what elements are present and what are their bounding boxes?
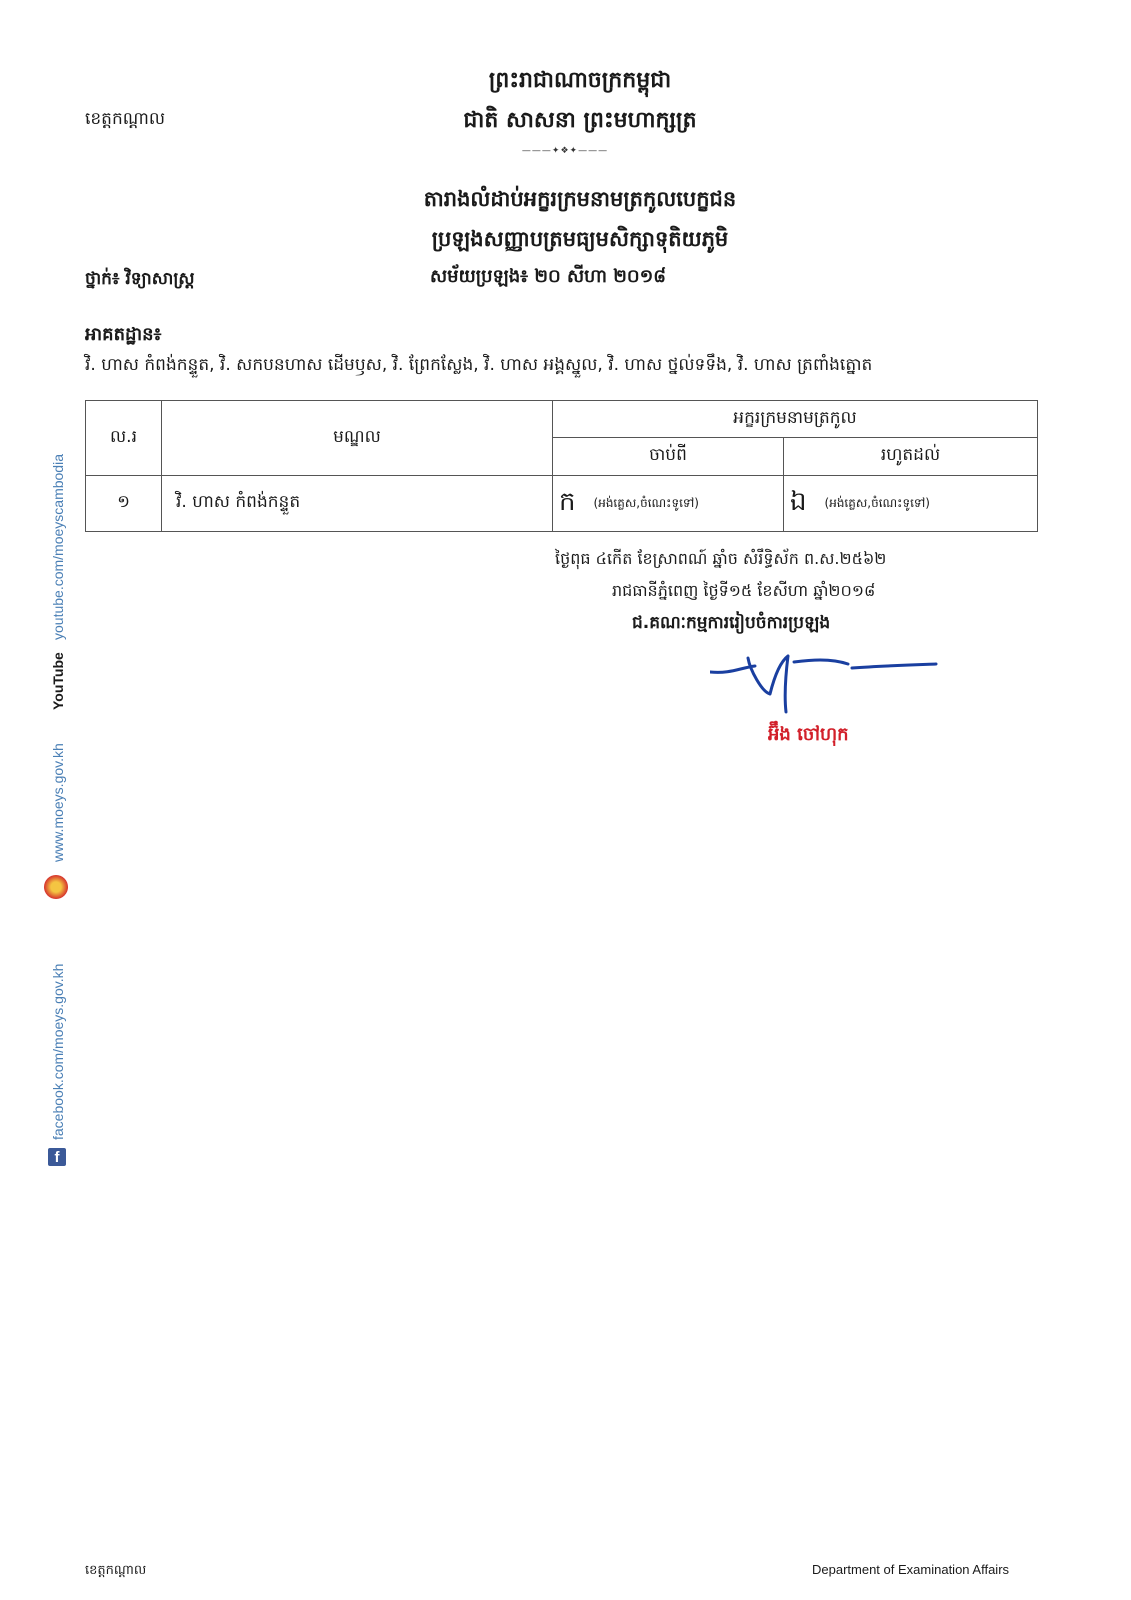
premises-label: អាគតដ្ឋាន៖ [85,324,162,345]
row-from [553,476,784,532]
province-label: ខេត្តកណ្ដាល [85,109,166,129]
alphabet-range-table [85,400,1038,532]
to-note: (អង់គ្លេស,ចំណេះទូទៅ) [824,495,930,510]
header-from: ចាប់ពី [553,438,784,476]
youtube-icon: YouTube [50,652,66,710]
youtube-link[interactable]: youtube.com/moeyscambodia [50,454,66,640]
header-no: ល.រ [86,401,162,476]
facebook-link[interactable]: facebook.com/moeys.gov.kh [50,963,66,1140]
document-subtitle: ប្រឡងសញ្ញាបត្រមធ្យមសិក្សាទុតិយភូមិ [431,227,729,251]
table-row [86,476,1038,532]
document-title: តារាងលំដាប់អក្ខរក្រមនាមត្រកូលបេក្ខជន [423,187,737,211]
header-to: រហូតដល់ [784,438,1038,476]
national-motto: ជាតិ សាសនា ព្រះមហាក្សត្រ [463,108,697,133]
premises-list: វិ. ហាស កំពង់កន្ទួត, វិ. សកបនហាស ដើមឫស, វិ. ព្រែកស្លែង, វិ. ហាស អង្គស្នួល, វិ. ហាស ថ្នល់ទទឹង, វិ. ហាស ត្រពាំងត្នោត [85,355,873,375]
signature-image [710,650,950,720]
to-letter: ឯ [790,486,807,517]
exam-session: សម័យប្រឡង៖ ២០ សីហា ២០១៨ [430,266,666,287]
row-to [784,476,1038,532]
signer-name: អ៊ឹង ចៅហុក [768,724,849,745]
row-no: ១ [86,476,162,532]
ornament-divider: ———✦❖✦——— [521,146,609,156]
website-link[interactable]: www.moeys.gov.kh [50,743,66,862]
from-note: (អង់គ្លេស,ចំណេះទូទៅ) [593,495,699,510]
place-date: រាជធានីភ្នំពេញ ថ្ងៃទី១៥ ខែសីហា ឆ្នាំ២០១៨ [612,581,876,600]
grade-label: ថ្នាក់៖ វិទ្យាសាស្ត្រ [85,269,195,289]
footer-province: ខេត្តកណ្ដាល [85,1563,147,1578]
ministry-emblem-icon [44,875,68,899]
header-center: មណ្ឌល [162,401,553,476]
row-center: វិ. ហាស កំពង់កន្ទួត [162,476,553,532]
header-alphabet: អក្ខរក្រមនាមត្រកូល [553,401,1038,438]
from-letter: ក [559,486,576,517]
committee-title: ជ.គណៈកម្មការរៀបចំការប្រឡង [632,613,831,633]
kingdom-title: ព្រះរាជាណាចក្រកម្ពុជា [488,68,672,93]
facebook-icon: f [48,1148,66,1166]
social-sidebar [30,400,90,1200]
lunar-date: ថ្ងៃពុធ ៤កើត ខែស្រាពណ៍ ឆ្នាំច សំរឹទ្ធិស័ក ព.ស.២៥៦២ [555,549,887,568]
footer-department: Department of Examination Affairs [812,1562,1010,1577]
